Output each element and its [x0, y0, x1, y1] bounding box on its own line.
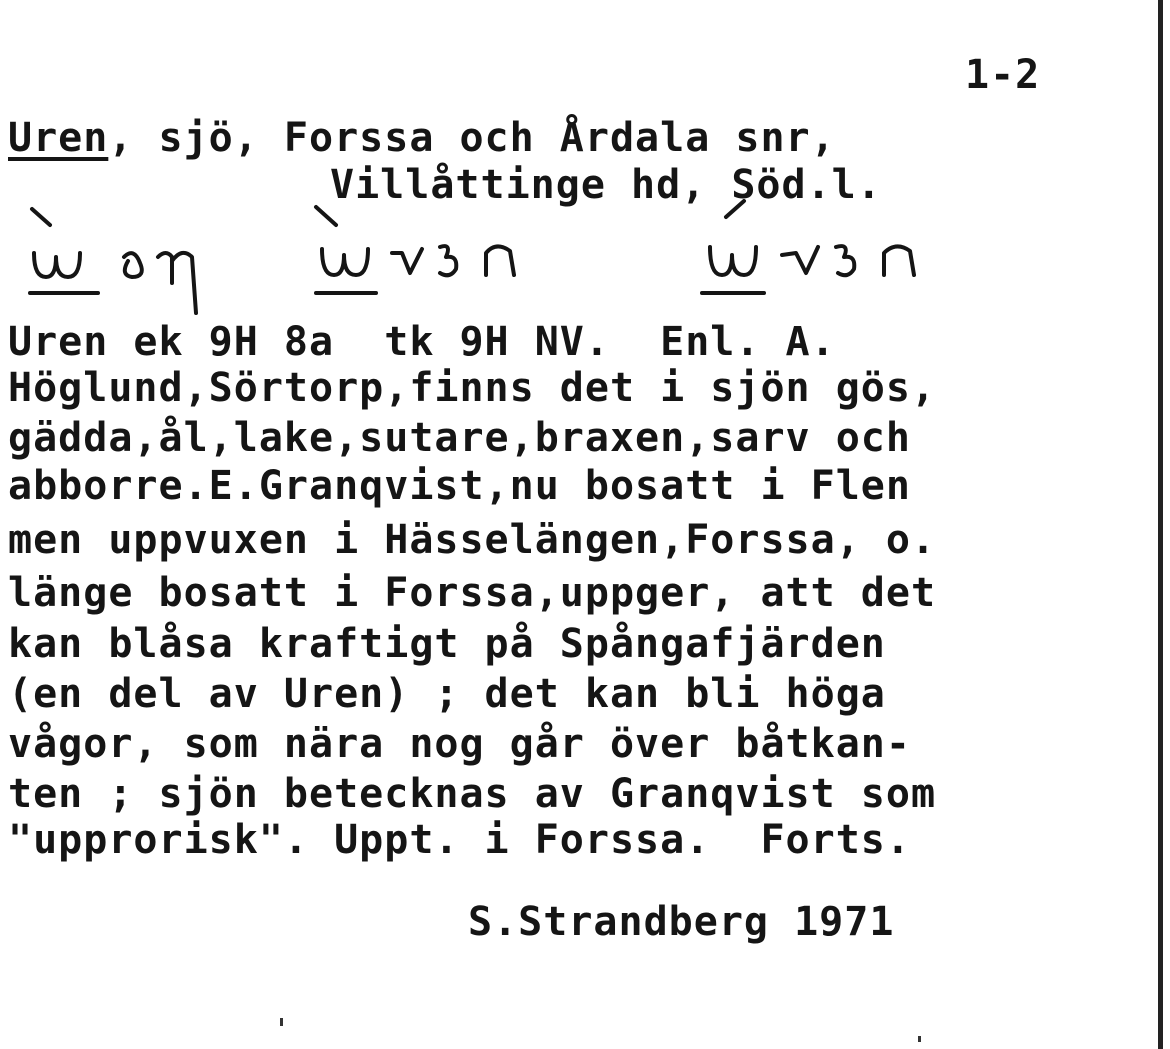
headword-description: , sjö, Forssa och Årdala snr, [108, 115, 836, 161]
body-line-2: Höglund,Sörtorp,finns det i sjön gös, [8, 365, 937, 411]
signature: S.Strandberg 1971 [468, 899, 895, 945]
scan-speck [918, 1036, 921, 1042]
scan-speck [280, 1018, 283, 1026]
phonetic-form-1 [30, 209, 196, 313]
card-edge [1158, 0, 1163, 1049]
card-number: 1-2 [965, 52, 1041, 98]
body-line-11: "upprorisk". Uppt. i Forssa. Forts. [8, 817, 911, 863]
phonetic-script-drawing [0, 195, 1000, 315]
body-line-1: Uren ek 9H 8a tk 9H NV. Enl. A. [8, 319, 836, 365]
headword: Uren [8, 115, 109, 161]
body-line-4: abborre.E.Granqvist,nu bosatt i Flen [8, 463, 911, 509]
phonetic-transcriptions [0, 195, 1000, 315]
body-line-8: (en del av Uren) ; det kan bli höga [8, 671, 886, 717]
phonetic-form-2 [316, 207, 514, 293]
body-line-3: gädda,ål,lake,sutare,braxen,sarv och [8, 415, 911, 461]
body-line-7: kan blåsa kraftigt på Spångafjärden [8, 621, 886, 667]
body-line-6: länge bosatt i Forssa,uppger, att det [8, 570, 937, 616]
body-line-10: ten ; sjön betecknas av Granqvist som [8, 771, 937, 817]
headword-line [8, 115, 836, 161]
administrative-district: Villåttinge hd, Söd.l. [330, 162, 882, 208]
body-line-9: vågor, som nära nog går över båtkan- [8, 721, 911, 767]
phonetic-form-3 [702, 201, 914, 293]
body-line-5: men uppvuxen i Hässelängen,Forssa, o. [8, 517, 937, 563]
